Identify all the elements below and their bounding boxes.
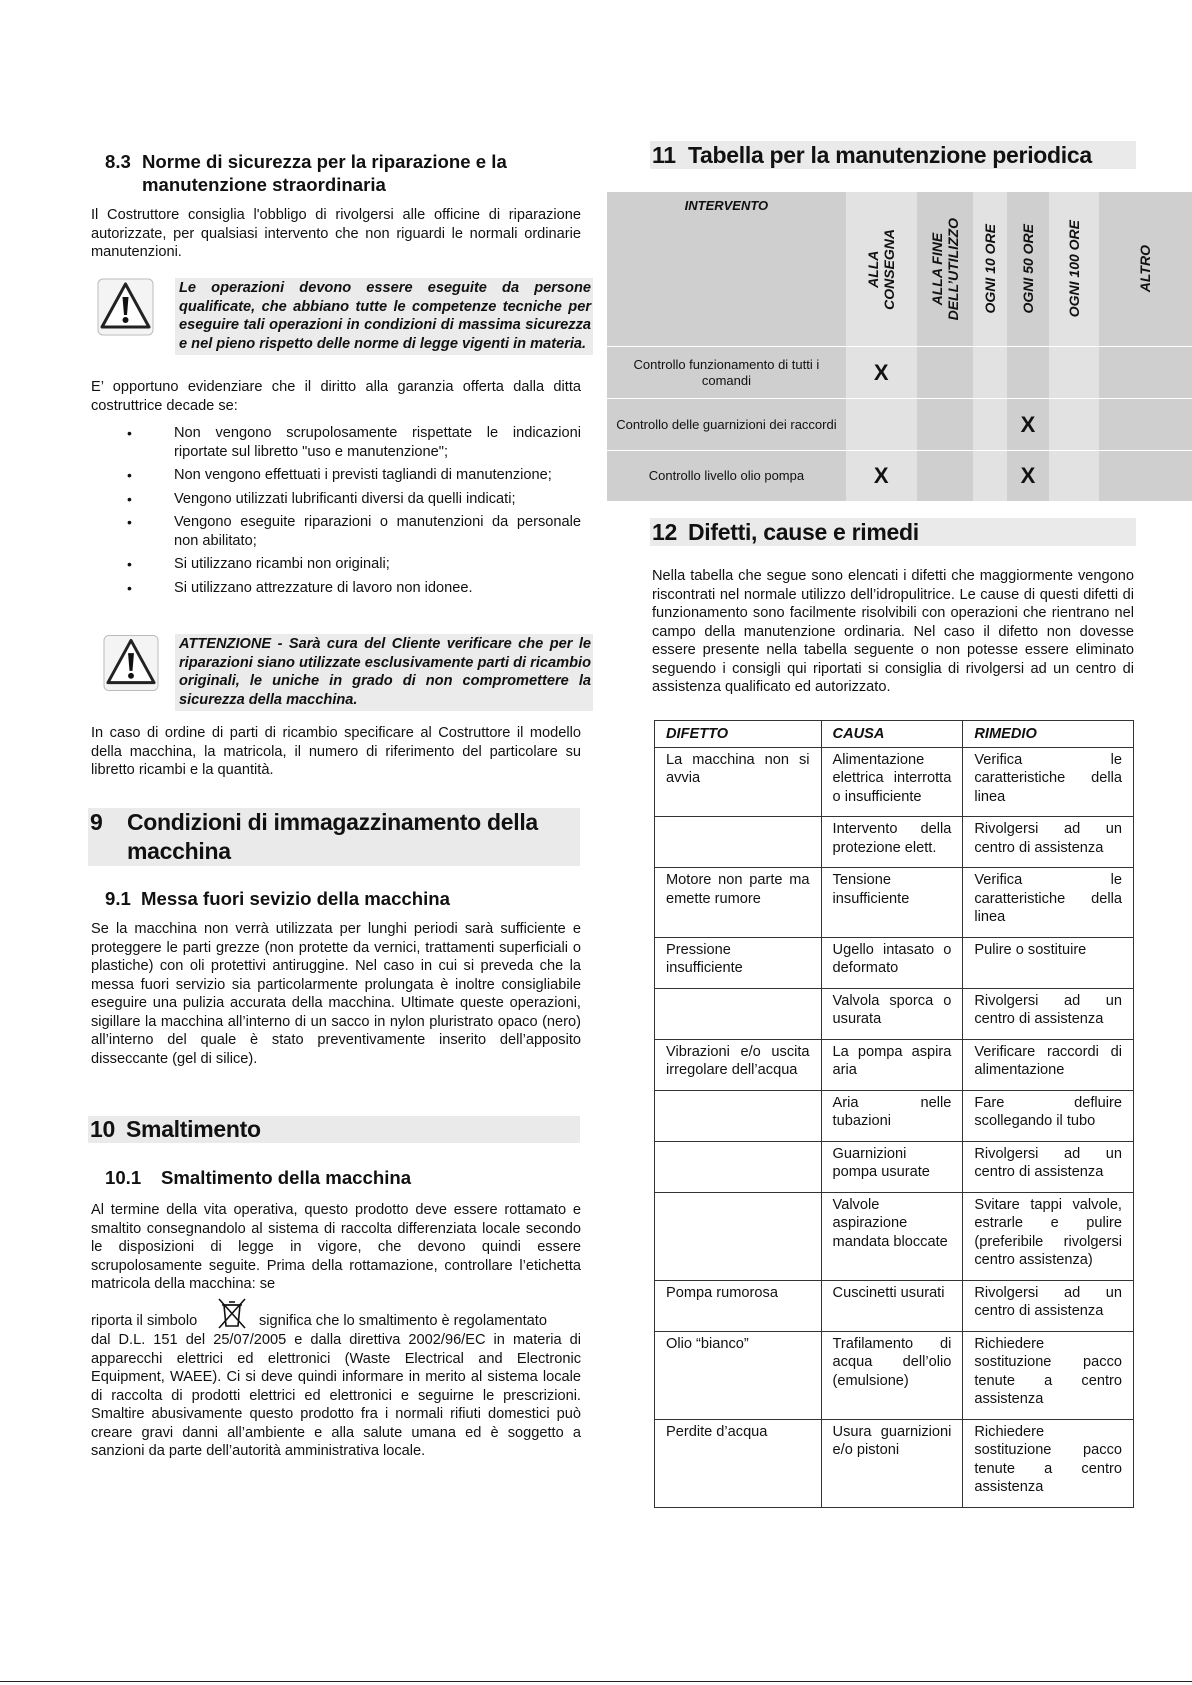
maintenance-table bbox=[607, 192, 1192, 501]
section-number: 10 bbox=[90, 1116, 115, 1142]
section-8-3-heading bbox=[105, 150, 585, 198]
section-10-1-text-c: dal D.L. 151 del 25/07/2005 e dalla direttiva 2002/96/EC in materia di apparecchi elettrici ed elettronici (Waste Electrical and Electronic Equipment, WAEE). Ci si deve quindi informare in merito al sistema locale di raccolta di prodotti elettrici ed elettronici e seguirne le prescrizioni. Smaltire abusivamente questo prodotto fra i normali rifiuti domestici può creare gravi danni all’ambiente e alla salute umana ed è soggetto a sanzioni da parte dell’autorità amministrativa locale. bbox=[91, 1332, 581, 1459]
section-number: 8.3 bbox=[105, 151, 131, 172]
warranty-intro: E’ opportuno evidenziare che il diritto alla garanzia offerta dalla ditta costruttrice decade se: bbox=[91, 379, 581, 414]
table-row: Olio “bianco” Trafilamento di acqua dell’olio (emulsione) Richiedere sostituzione pacco tenute a centro assistenza bbox=[655, 1331, 1134, 1419]
section-title: Smaltimento bbox=[126, 1116, 261, 1142]
list-item: • Vengono eseguite riparazioni o manutenzioni da personale non abilitato; bbox=[127, 514, 581, 549]
warning-text-2: ATTENZIONE - Sarà cura del Cliente verificare che per le riparazioni siano utilizzate esclusivamente parti di ricambio originali, le uniche in grado di non compromettere la sicurezza della macchina. bbox=[175, 634, 593, 711]
header-altro: ALTRO bbox=[1099, 192, 1192, 347]
table-row: Controllo livello olio pompa X X bbox=[607, 451, 1192, 501]
section-title-line2: manutenzione straordinaria bbox=[142, 174, 386, 195]
header-100-ore: OGNI 100 ORE bbox=[1049, 192, 1099, 347]
section-10-heading bbox=[88, 1116, 580, 1143]
warning-text-1: Le operazioni devono essere eseguite da persone qualificate, che abbiano tutte le competenze tecniche per eseguire tali operazioni in condizioni di massima sicurezza e nel pieno rispetto delle norme di legge vigenti in materia. bbox=[175, 278, 593, 355]
faults-table bbox=[654, 720, 1134, 1508]
table-row: La macchina non si avvia Alimentazione elettrica interrotta o insufficiente Verifica le caratteristiche della linea bbox=[655, 747, 1134, 817]
table-row: Controllo delle guarnizioni dei raccordi X bbox=[607, 399, 1192, 451]
crossed-out-bin-icon bbox=[215, 1296, 249, 1330]
weee-symbol-line: riporta il simbolo significa che lo smaltimento è regolamentato bbox=[91, 1296, 581, 1332]
section-number: 11 bbox=[652, 142, 676, 168]
list-item: • Si utilizzano ricambi non originali; bbox=[127, 556, 390, 572]
warning-triangle-icon bbox=[97, 278, 154, 336]
section-10-1-heading: 10.1 Smaltimento della macchina bbox=[105, 1167, 412, 1188]
table-row: Pressione insufficiente Ugello intasato o deformato Pulire o sostituire bbox=[655, 937, 1134, 988]
list-item: • Si utilizzano attrezzature di lavoro non idonee. bbox=[127, 579, 473, 596]
header-fine-utilizzo: ALLA FINE DELL’UTILIZZO bbox=[917, 192, 974, 347]
table-row: Valvola sporca o usurata Rivolgersi ad un centro di assistenza bbox=[655, 988, 1134, 1039]
warning-triangle-icon bbox=[103, 634, 159, 692]
spare-parts-order-text: In caso di ordine di parti di ricambio specificare al Costruttore il modello della macchina, la matricola, il numero di riferimento del particolare su libretto ricambi e la quantità. bbox=[91, 725, 581, 778]
section-title-line1: Condizioni di immagazzinamento della bbox=[127, 809, 538, 835]
header-10-ore: OGNI 10 ORE bbox=[973, 192, 1007, 347]
table-row: Controllo funzionamento di tutti i comandi X bbox=[607, 347, 1192, 399]
section-8-3-intro: Il Costruttore consiglia l'obbligo di rivolgersi alle officine di riparazione autorizzate, per qualsiasi intervento che non riguardi le normali ordinarie manutenzioni. bbox=[91, 207, 581, 260]
warranty-conditions-list bbox=[91, 424, 581, 602]
section-9-1-text: Se la macchina non verrà utilizzata per lunghi periodi sarà sufficiente e proteggere le parti grezze (non protette da vernici, trattamenti superficiali o plastiche) con oli protettivi antiruggine. Nel caso in cui si preveda che la messa fuori servizio sia particolarmente prolungata è inoltre consigliabile eseguire una pulizia accurata della macchina. Ultimate queste operazioni, sigillare la macchina all’interno di un sacco in nylon pluristrato opaco (nero) all’interno del quale è stato preventivamente inserito dell’apposito disseccante (gel di silice). bbox=[91, 921, 581, 1067]
section-11-heading bbox=[650, 141, 1136, 169]
table-row: Vibrazioni e/o uscita irregolare dell’acqua La pompa aspira aria Verificare raccordi di alimentazione bbox=[655, 1039, 1134, 1090]
header-50-ore: OGNI 50 ORE bbox=[1007, 192, 1049, 347]
header-intervento: INTERVENTO bbox=[607, 192, 846, 347]
table-row: Intervento della protezione elett. Rivolgersi ad un centro di assistenza bbox=[655, 817, 1134, 868]
section-title: Tabella per la manutenzione periodica bbox=[688, 142, 1092, 168]
table-row: Aria nelle tubazioni Fare defluire scollegando il tubo bbox=[655, 1090, 1134, 1141]
table-row: Valvole aspirazione mandata bloccate Svitare tappi valvole, estrarle e pulire (preferibile rivolgersi centro assistenza) bbox=[655, 1192, 1134, 1280]
table-row: Guarnizioni pompa usurate Rivolgersi ad un centro di assistenza bbox=[655, 1141, 1134, 1192]
section-title-line2: macchina bbox=[127, 838, 231, 864]
section-9-1-heading: 9.1 Messa fuori sevizio della macchina bbox=[105, 888, 450, 909]
table-header-row bbox=[607, 192, 1192, 347]
warning-block-2 bbox=[103, 634, 596, 710]
list-item: • Vengono utilizzati lubrificanti diversi da quelli indicati; bbox=[127, 490, 516, 507]
section-10-1-text-a: Al termine della vita operativa, questo prodotto deve essere rottamato e smaltito consegnandolo al sistema di raccolta differenziata locale secondo le disposizioni di legge in vigore, che devono quindi essere scrupolosamente seguite. Prima della rottamazione, controllare l’etichetta matricola della macchina: se bbox=[91, 1202, 581, 1292]
header-consegna: ALLA CONSEGNA bbox=[846, 192, 917, 347]
list-item: • Non vengono scrupolosamente rispettate le indicazioni riportate sul libretto "uso e manutenzione"; bbox=[127, 425, 581, 460]
page-bottom-rule bbox=[0, 1681, 1192, 1682]
section-9-heading bbox=[88, 808, 580, 866]
section-title-line1: Norme di sicurezza per la riparazione e la bbox=[142, 151, 507, 172]
section-title: Difetti, cause e rimedi bbox=[688, 519, 919, 545]
table-row: Perdite d’acqua Usura guarnizioni e/o pistoni Richiedere sostituzione pacco tenute a centro assistenza bbox=[655, 1419, 1134, 1507]
section-number: 12 bbox=[652, 519, 677, 545]
table-row: Pompa rumorosa Cuscinetti usurati Rivolgersi ad un centro di assistenza bbox=[655, 1280, 1134, 1331]
table-row: Motore non parte ma emette rumore Tensione insufficiente Verifica le caratteristiche della linea bbox=[655, 868, 1134, 938]
section-number: 9 bbox=[90, 809, 103, 835]
table-header-row: DIFETTO CAUSA RIMEDIO bbox=[655, 721, 1134, 748]
warning-block-1 bbox=[97, 278, 596, 370]
section-12-intro: Nella tabella che segue sono elencati i difetti che maggiormente vengono riscontrati nel normale utilizzo dell’idropulitrice. Le cause di questi difetti di funzionamento sono facilmente risolvibili con operazioni che rientrano nel campo della manutenzione ordinaria. Nel caso il difetto non dovesse essere presente nella tabella seguente o non potesse essere eliminato seguendo i consigli qui riportati si consiglia di rivolgersi ad un centro di assistenza qualificato ed autorizzato. bbox=[652, 568, 1134, 695]
section-12-heading bbox=[650, 518, 1136, 546]
list-item: • Non vengono effettuati i previsti tagliandi di manutenzione; bbox=[127, 467, 552, 483]
